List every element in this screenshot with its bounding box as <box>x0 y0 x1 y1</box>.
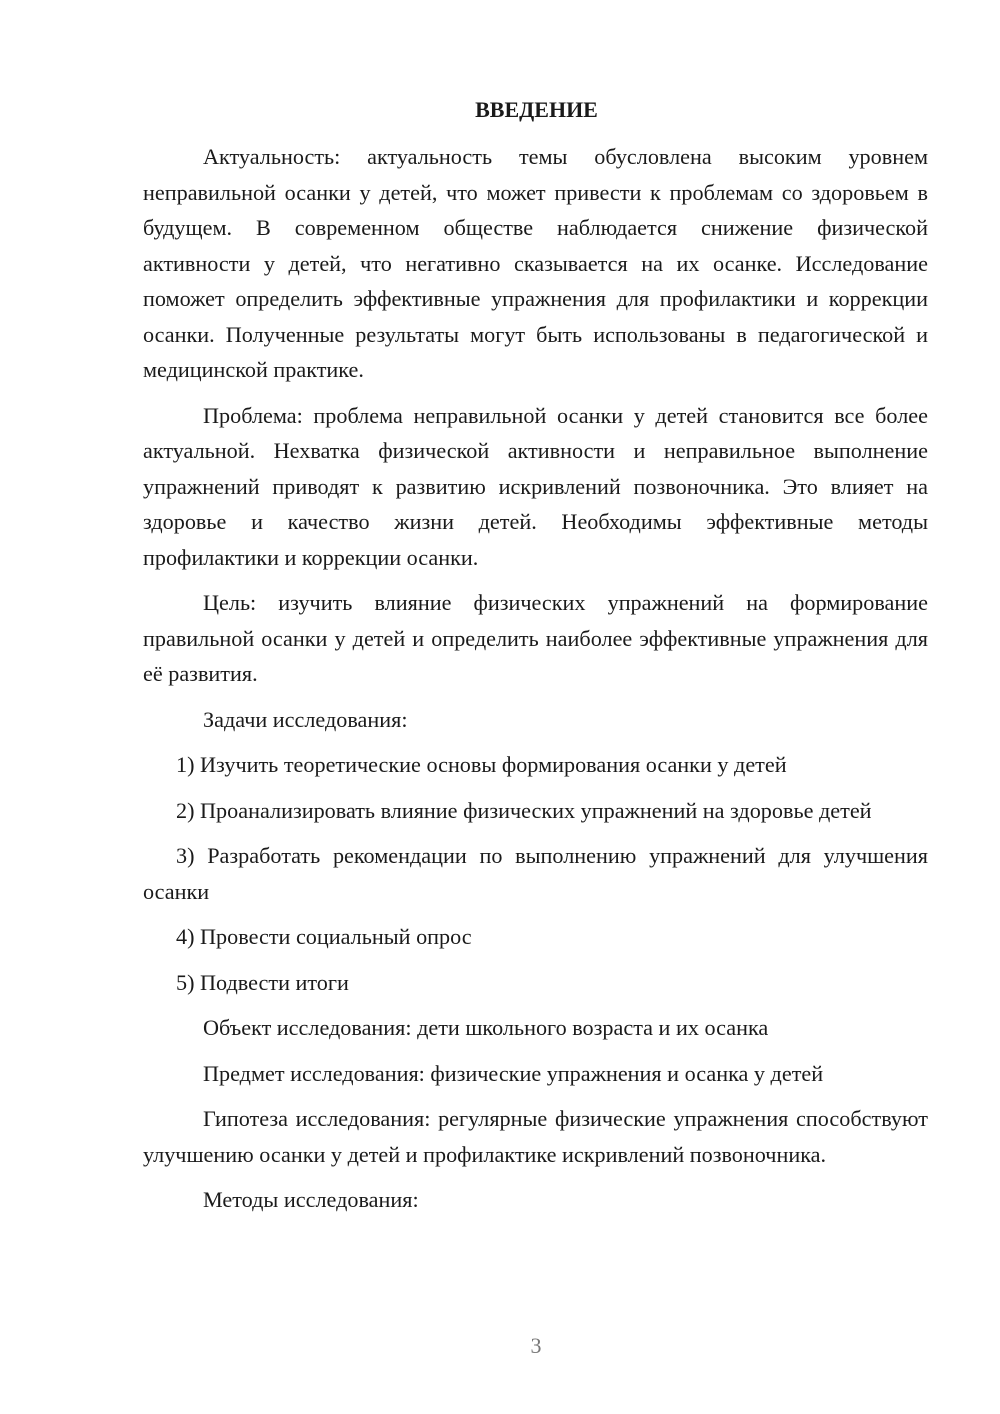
task-item: 4) Провести социальный опрос <box>176 924 472 949</box>
relevance-paragraph: Актуальность: актуальность темы обусловлена высоким уровнем неправильной осанки у детей, что может привести к проблемам со здоровьем в будущем. В современном обществе наблюдается снижение физической активности у детей, что негативно сказывается на их осанке. Исследование поможет определить эффективные упражнения для профилактики и коррекции осанки. Полученные результаты могут быть использованы в педагогической и медицинской практике. <box>143 144 928 382</box>
task-item: 5) Подвести итоги <box>176 969 349 995</box>
subject-paragraph: Предмет исследования: физические упражнения и осанка у детей <box>203 1060 824 1086</box>
page-content <box>143 92 928 1218</box>
object-paragraph: Объект исследования: дети школьного возраста и их осанка <box>203 1015 769 1040</box>
goal-paragraph: Цель: изучить влияние физических упражнений на формирование правильной осанки у детей и определить наиболее эффективные упражнения для её развития. <box>143 590 928 686</box>
problem-paragraph: Проблема: проблема неправильной осанки у детей становится все более актуальной. Нехватка физической активности и неправильное выполнение упражнений приводят к развитию искривлений позвоночника. Это влияет на здоровье и качество жизни детей. Необходимы эффективные методы профилактики и коррекции осанки. <box>143 402 928 570</box>
tasks-title: Задачи исследования: <box>203 706 408 732</box>
page-number: 3 <box>530 1333 542 1358</box>
task-item: 1) Изучить теоретические основы формирования осанки у детей <box>176 752 787 777</box>
section-heading: ВВЕДЕНИЕ <box>475 97 598 122</box>
hypothesis-paragraph: Гипотеза исследования: регулярные физические упражнения способствуют улучшению осанки у детей и профилактике искривлений позвоночника. <box>143 1106 928 1167</box>
methods-title: Методы исследования: <box>203 1187 419 1212</box>
task-item: 2) Проанализировать влияние физических упражнений на здоровье детей <box>176 797 872 823</box>
task-item: 3) Разработать рекомендации по выполнению упражнений для улучшения осанки <box>143 843 928 904</box>
